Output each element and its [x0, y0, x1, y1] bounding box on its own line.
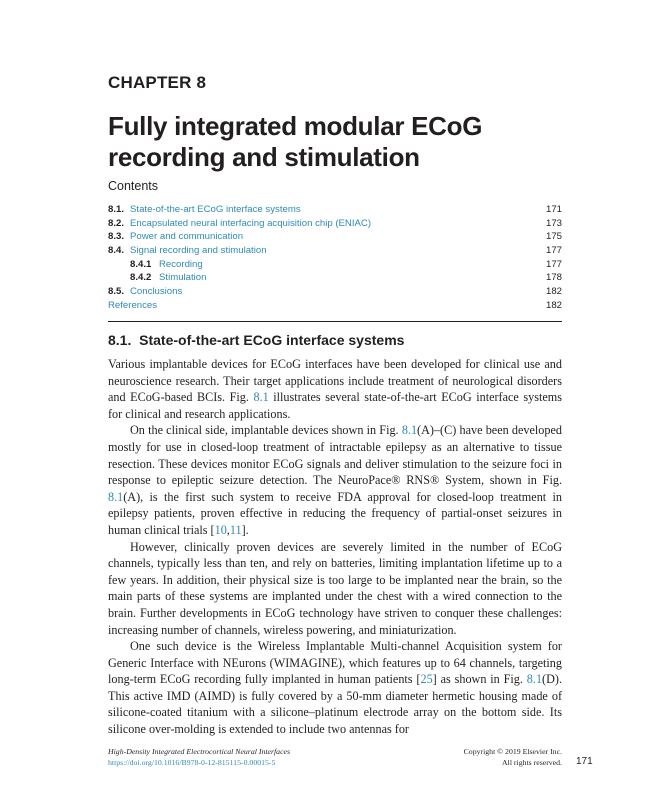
toc-number: 8.4.1: [130, 258, 152, 270]
text-run: Various implantable devices for ECoG interfaces have been developed for clinical use and neuroscience research. Their target applications include treatment of neurological disorders and ECoG-based BCIs. Fig.: [108, 357, 562, 405]
chapter-label: CHAPTER 8: [108, 73, 207, 92]
toc-number: 8.5.: [108, 286, 125, 298]
copyright: Copyright © 2019 Elsevier Inc.: [463, 747, 562, 756]
toc-row[interactable]: [108, 203, 562, 217]
section-number: 8.1.: [108, 332, 132, 348]
toc-link[interactable]: References: [108, 299, 158, 311]
section-title: State-of-the-art ECoG interface systems: [139, 332, 405, 348]
text-run: ] as shown in Fig.: [432, 672, 527, 687]
toc-link[interactable]: Conclusions: [130, 286, 183, 298]
toc-page: 178: [545, 272, 562, 284]
text-run: (A), is the first such system to receive FDA approval for closed-loop treatment in epilepsy patients, proven effective in reducing the frequency of partial-onset seizures in human clinical trials [: [108, 489, 562, 537]
figure-link[interactable]: 8.1: [401, 423, 418, 438]
toc-page: 177: [545, 258, 562, 270]
title-line-2: recording and stimulation: [108, 142, 420, 172]
toc-link[interactable]: State-of-the-art ECoG interface systems: [130, 204, 301, 215]
toc-page: 173: [545, 217, 562, 229]
citation-link[interactable]: 11: [229, 522, 242, 537]
toc-link[interactable]: Recording: [159, 258, 203, 270]
paragraph: However, clinically proven devices are severely limited in the number of ECoG channels, typically less than ten, and rely on batteries, limiting implantation lifetime up to a few years. In addition, their physical size is too large to be implanted near the brain, so the main parts of these systems are implanted under the chest with a wired connection to the brain. Further developments in ECoG technology have striven to conquer these challenges: increasing number of channels, wireless powering, and miniaturization.: [108, 539, 562, 637]
toc-row[interactable]: [108, 258, 562, 272]
contents-heading: Contents: [108, 179, 159, 193]
text-run: (D). This active IMD (AIMD) is fully covered by a 50-mm diameter hermetic housing made of silicone-coated titanium with a silicone–platinum electrode array on the bottom side. Its silicone over-molding is extended to include two antennas for: [108, 672, 562, 737]
toc-link[interactable]: Signal recording and stimulation: [130, 245, 267, 257]
citation-link[interactable]: 25: [420, 672, 433, 687]
toc-page: 177: [545, 245, 562, 257]
toc-link[interactable]: Stimulation: [159, 272, 207, 284]
paragraph: [108, 422, 562, 538]
title-line-1: Fully integrated modular ECoG: [108, 111, 483, 141]
journal-title: High-Density Integrated Electrocortical Neural Interfaces: [108, 747, 291, 756]
toc-number: 8.4.: [108, 245, 125, 257]
toc-row[interactable]: [108, 217, 562, 231]
toc-number: 8.4.2: [130, 272, 152, 284]
toc-page: 182: [545, 286, 562, 298]
figure-link[interactable]: 8.1: [526, 672, 543, 687]
toc-page: 175: [545, 231, 562, 243]
citation-link[interactable]: 10: [214, 522, 227, 537]
footer-left: [108, 746, 290, 768]
toc-page: 182: [545, 299, 562, 311]
footer-right: [464, 746, 562, 768]
figure-link[interactable]: 8.1: [108, 489, 124, 504]
text-run: One such device is the Wireless Implantable Multi-channel Acquisition system for Generic Interface with NEurons (WIMAGINE), which features up to 64 channels, targeting long-term ECoG recording fully implanted in human patients [: [108, 639, 562, 687]
toc-row[interactable]: [108, 299, 562, 313]
toc-number: 8.3.: [108, 231, 125, 243]
rights: All rights reserved.: [502, 758, 562, 767]
toc-row[interactable]: [108, 285, 562, 299]
toc-row[interactable]: [108, 230, 562, 244]
figure-link[interactable]: 8.1: [253, 390, 269, 405]
chapter-title: [108, 111, 548, 173]
text-run: On the clinical side, implantable devices shown in Fig.: [130, 423, 402, 438]
toc-number: 8.2.: [108, 217, 125, 229]
toc-page: 171: [545, 204, 562, 215]
text-run: ].: [241, 522, 249, 537]
text-run: ,: [226, 522, 230, 537]
toc-row[interactable]: [108, 271, 562, 285]
page-number: 171: [576, 756, 593, 767]
toc-link[interactable]: Power and communication: [130, 231, 244, 243]
section-heading: [108, 332, 404, 348]
paragraph: [108, 356, 562, 422]
doi-link[interactable]: https://doi.org/10.1016/B978-0-12-815115-0.00015-5: [108, 758, 276, 767]
divider: [108, 321, 562, 322]
text-run: illustrates several state-of-the-art ECoG interface systems for clinical and research applications.: [108, 390, 562, 421]
toc-link[interactable]: Encapsulated neural interfacing acquisition chip (ENIAC): [130, 217, 372, 229]
body-text: [108, 356, 562, 738]
toc-row[interactable]: [108, 244, 562, 258]
text-run: (A)–(C) have been developed mostly for use in closed-loop treatment of intractable epilepsy as an alternative to tissue resection. These devices monitor ECoG signals and deliver stimulation to the seizure foci in response to epileptic seizure detection. The NeuroPace® RNS® System, shown in Fig.: [108, 423, 562, 488]
table-of-contents: [108, 203, 562, 313]
toc-number: 8.1.: [108, 204, 125, 215]
paragraph: [108, 638, 562, 738]
